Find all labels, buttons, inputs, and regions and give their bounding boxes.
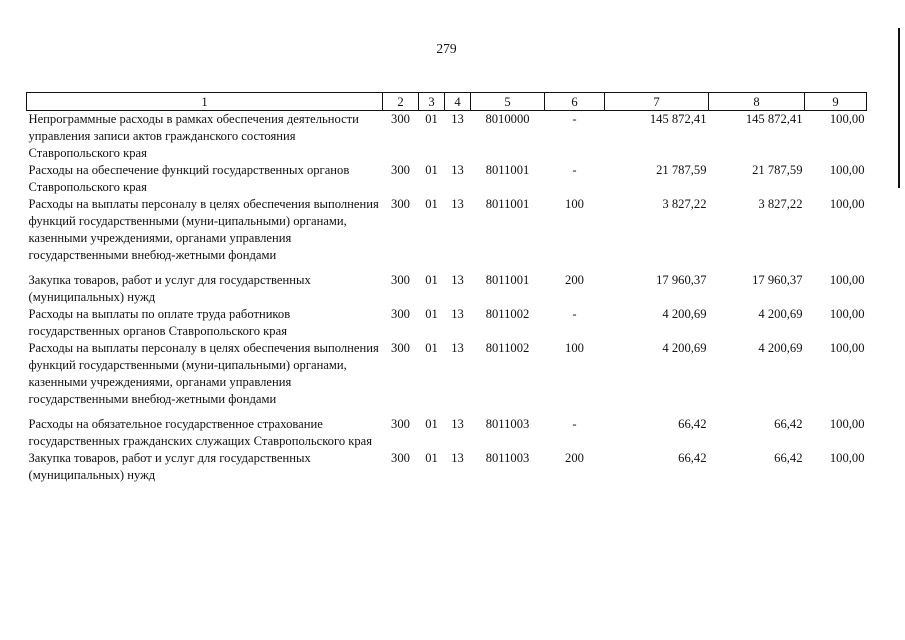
cell-col-5: 8011002 [485, 341, 530, 355]
header-col-1: 1 [27, 93, 383, 111]
cell-col-9: 100,00 [829, 197, 865, 211]
row-name: Расходы на выплаты персоналу в целях обеспечения выполнения функций государственными (муни-ципальными) органами, казенными учреждениями, органами управления государственными внебюд-жетными фондами [28, 197, 379, 262]
table-row [27, 340, 867, 408]
row-name: Закупка товаров, работ и услуг для государственных (муниципальных) нужд [28, 273, 311, 304]
header-col-4: 4 [445, 93, 471, 111]
cell-col-6: - [572, 163, 577, 177]
table-row [27, 111, 867, 163]
cell-col-8: 17 960,37 [752, 273, 803, 287]
cell-col-2: 300 [391, 417, 410, 431]
cell-col-8: 21 787,59 [752, 163, 803, 177]
cell-col-6: - [572, 417, 577, 431]
row-name: Непрограммные расходы в рамках обеспечения деятельности управления записи актов гражданского состояния Ставропольского края [28, 112, 359, 160]
table-row [27, 196, 867, 264]
cell-col-3: 01 [425, 273, 438, 287]
cell-col-2: 300 [391, 112, 410, 126]
cell-col-6: - [572, 112, 577, 126]
cell-col-4: 13 [451, 417, 464, 431]
cell-col-4: 13 [451, 163, 464, 177]
cell-col-4: 13 [451, 451, 464, 465]
cell-col-9: 100,00 [829, 417, 865, 431]
cell-col-3: 01 [425, 451, 438, 465]
cell-col-3: 01 [425, 197, 438, 211]
cell-col-7: 4 200,69 [662, 307, 707, 321]
cell-col-8: 145 872,41 [745, 112, 803, 126]
cell-col-7: 4 200,69 [662, 341, 707, 355]
cell-col-6: - [572, 307, 577, 321]
cell-col-3: 01 [425, 163, 438, 177]
cell-col-4: 13 [451, 273, 464, 287]
cell-col-4: 13 [451, 197, 464, 211]
page-number: 279 [436, 41, 457, 56]
table-row [27, 416, 867, 450]
cell-col-7: 66,42 [678, 451, 707, 465]
cell-col-8: 4 200,69 [758, 341, 803, 355]
header-col-3: 3 [419, 93, 445, 111]
header-col-8: 8 [709, 93, 805, 111]
header-col-5: 5 [471, 93, 545, 111]
cell-col-5: 8011003 [485, 451, 530, 465]
table-row [27, 450, 867, 484]
row-name: Расходы на выплаты персоналу в целях обеспечения выполнения функций государственными (муни-ципальными) органами, казенными учреждениями, органами управления государственными внебюд-жетными фондами [28, 341, 379, 406]
cell-col-8: 3 827,22 [758, 197, 803, 211]
cell-col-2: 300 [391, 197, 410, 211]
row-name: Расходы на обеспечение функций государственных органов Ставропольского края [28, 163, 350, 194]
cell-col-9: 100,00 [829, 341, 865, 355]
header-col-6: 6 [545, 93, 605, 111]
cell-col-5: 8011001 [485, 197, 530, 211]
row-spacer [27, 264, 867, 272]
cell-col-4: 13 [451, 341, 464, 355]
cell-col-8: 4 200,69 [758, 307, 803, 321]
cell-col-9: 100,00 [829, 273, 865, 287]
row-spacer [27, 408, 867, 416]
cell-col-9: 100,00 [829, 112, 865, 126]
cell-col-2: 300 [391, 451, 410, 465]
cell-col-5: 8011003 [485, 417, 530, 431]
cell-col-3: 01 [425, 112, 438, 126]
table-row [27, 306, 867, 340]
cell-col-7: 21 787,59 [656, 163, 707, 177]
cell-col-9: 100,00 [829, 163, 865, 177]
cell-col-9: 100,00 [829, 451, 865, 465]
cell-col-9: 100,00 [829, 307, 865, 321]
cell-col-2: 300 [391, 341, 410, 355]
row-name: Закупка товаров, работ и услуг для государственных (муниципальных) нужд [28, 451, 311, 482]
cell-col-2: 300 [391, 273, 410, 287]
header-row [27, 93, 867, 111]
cell-col-2: 300 [391, 163, 410, 177]
cell-col-6: 200 [565, 451, 584, 465]
table-row [27, 272, 867, 306]
cell-col-7: 17 960,37 [656, 273, 707, 287]
cell-col-3: 01 [425, 307, 438, 321]
row-name: Расходы на обязательное государственное страхование государственных гражданских служащих Ставропольского края [28, 417, 373, 448]
cell-col-7: 145 872,41 [649, 112, 707, 126]
cell-col-5: 8010000 [485, 112, 530, 126]
cell-col-2: 300 [391, 307, 410, 321]
cell-col-7: 3 827,22 [662, 197, 707, 211]
cell-col-8: 66,42 [774, 417, 803, 431]
header-col-9: 9 [805, 93, 867, 111]
budget-table [26, 92, 867, 484]
cell-col-7: 66,42 [678, 417, 707, 431]
cell-col-5: 8011001 [485, 163, 530, 177]
cell-col-6: 200 [565, 273, 584, 287]
cell-col-3: 01 [425, 341, 438, 355]
header-col-2: 2 [383, 93, 419, 111]
cell-col-5: 8011002 [485, 307, 530, 321]
cell-col-6: 100 [565, 341, 584, 355]
scan-edge-mark [898, 28, 900, 188]
cell-col-3: 01 [425, 417, 438, 431]
cell-col-8: 66,42 [774, 451, 803, 465]
cell-col-5: 8011001 [485, 273, 530, 287]
cell-col-4: 13 [451, 307, 464, 321]
cell-col-4: 13 [451, 112, 464, 126]
row-name: Расходы на выплаты по оплате труда работников государственных органов Ставропольского края [28, 307, 291, 338]
header-col-7: 7 [605, 93, 709, 111]
table-row [27, 162, 867, 196]
cell-col-6: 100 [565, 197, 584, 211]
